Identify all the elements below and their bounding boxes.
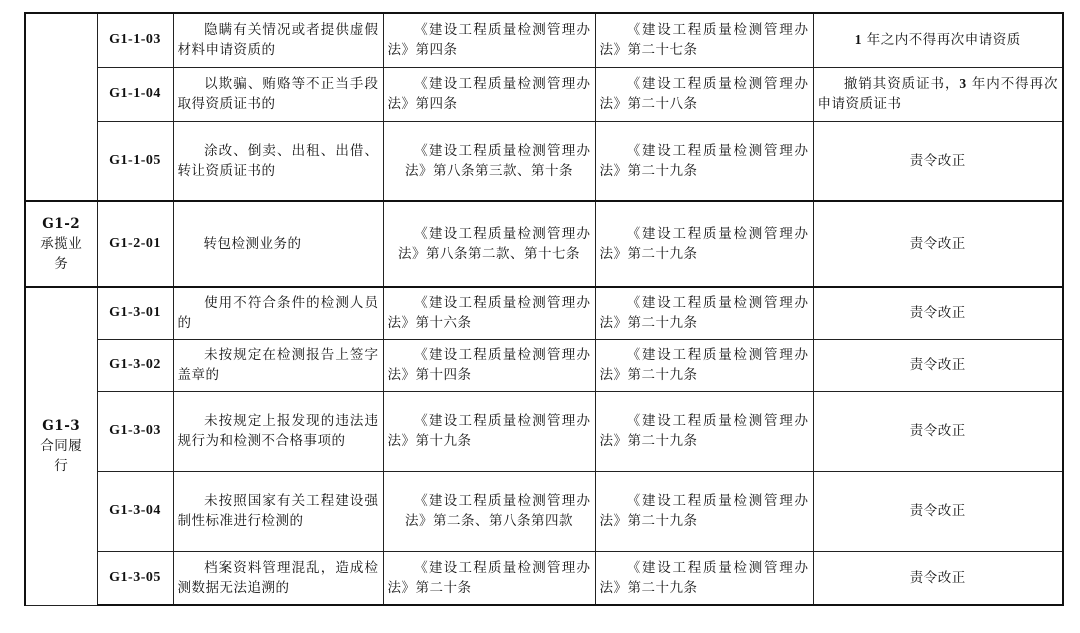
item-code: G1-1-04 <box>97 67 173 121</box>
table-row <box>25 551 1063 605</box>
item-code: G1-3-04 <box>97 471 173 551</box>
item-code: G1-1-05 <box>97 121 173 201</box>
item-code: G1-1-03 <box>97 13 173 67</box>
penalty-basis: 《建设工程质量检测管理办法》第二十九条 <box>595 201 813 287</box>
legal-basis: 《建设工程质量检测管理办法》第二十条 <box>383 551 595 605</box>
penalty-basis: 《建设工程质量检测管理办法》第二十九条 <box>595 551 813 605</box>
penalty-basis: 《建设工程质量检测管理办法》第二十九条 <box>595 471 813 551</box>
document-page <box>24 12 1062 606</box>
category-cell <box>25 201 97 287</box>
violation-table <box>24 12 1064 606</box>
violation-description: 隐瞒有关情况或者提供虚假材料申请资质的 <box>173 13 383 67</box>
table-row <box>25 339 1063 391</box>
item-code: G1-2-01 <box>97 201 173 287</box>
legal-basis: 《建设工程质量检测管理办法》第十六条 <box>383 287 595 339</box>
table-row <box>25 121 1063 201</box>
penalty-basis: 《建设工程质量检测管理办法》第二十九条 <box>595 339 813 391</box>
penalty-basis: 《建设工程质量检测管理办法》第二十九条 <box>595 121 813 201</box>
penalty: 责令改正 <box>813 391 1063 471</box>
table-row <box>25 471 1063 551</box>
category-code: G1-2 <box>42 216 81 232</box>
item-code: G1-3-01 <box>97 287 173 339</box>
category-name-line1: 承揽业 <box>40 236 83 252</box>
legal-basis: 《建设工程质量检测管理办法》第十九条 <box>383 391 595 471</box>
table-row <box>25 391 1063 471</box>
item-code: G1-3-02 <box>97 339 173 391</box>
table-row <box>25 67 1063 121</box>
penalty: 责令改正 <box>813 287 1063 339</box>
violation-description: 以欺骗、贿赂等不正当手段取得资质证书的 <box>173 67 383 121</box>
category-cell-continued <box>25 13 97 201</box>
violation-description: 未按照国家有关工程建设强制性标准进行检测的 <box>173 471 383 551</box>
penalty-basis: 《建设工程质量检测管理办法》第二十八条 <box>595 67 813 121</box>
category-name-line1: 合同履 <box>40 438 83 455</box>
penalty: 责令改正 <box>813 339 1063 391</box>
legal-basis: 《建设工程质量检测管理办法》第八条第二款、第十七条 <box>383 201 595 287</box>
table-row <box>25 201 1063 287</box>
item-code: G1-3-05 <box>97 551 173 605</box>
category-name-line2: 行 <box>54 458 69 475</box>
category-name-line2: 务 <box>54 256 69 272</box>
category-cell <box>25 287 97 605</box>
legal-basis: 《建设工程质量检测管理办法》第四条 <box>383 13 595 67</box>
violation-description: 涂改、倒卖、出租、出借、转让资质证书的 <box>173 121 383 201</box>
legal-basis: 《建设工程质量检测管理办法》第十四条 <box>383 339 595 391</box>
penalty-basis: 《建设工程质量检测管理办法》第二十九条 <box>595 287 813 339</box>
penalty: 责令改正 <box>813 201 1063 287</box>
penalty: 撤销其资质证书，3 年内不得再次申请资质证书 <box>813 67 1063 121</box>
legal-basis: 《建设工程质量检测管理办法》第八条第三款、第十条 <box>383 121 595 201</box>
table-row <box>25 287 1063 339</box>
table-row <box>25 13 1063 67</box>
violation-description: 转包检测业务的 <box>173 201 383 287</box>
penalty: 责令改正 <box>813 551 1063 605</box>
violation-description: 使用不符合条件的检测人员的 <box>173 287 383 339</box>
penalty: 1 年之内不得再次申请资质 <box>813 13 1063 67</box>
penalty: 责令改正 <box>813 471 1063 551</box>
violation-description: 未按规定在检测报告上签字盖章的 <box>173 339 383 391</box>
item-code: G1-3-03 <box>97 391 173 471</box>
penalty-basis: 《建设工程质量检测管理办法》第二十九条 <box>595 391 813 471</box>
violation-description: 档案资料管理混乱，造成检测数据无法追溯的 <box>173 551 383 605</box>
legal-basis: 《建设工程质量检测管理办法》第二条、第八条第四款 <box>383 471 595 551</box>
legal-basis: 《建设工程质量检测管理办法》第四条 <box>383 67 595 121</box>
violation-description: 未按规定上报发现的违法违规行为和检测不合格事项的 <box>173 391 383 471</box>
penalty-basis: 《建设工程质量检测管理办法》第二十七条 <box>595 13 813 67</box>
penalty: 责令改正 <box>813 121 1063 201</box>
category-code: G1-3 <box>42 418 81 435</box>
